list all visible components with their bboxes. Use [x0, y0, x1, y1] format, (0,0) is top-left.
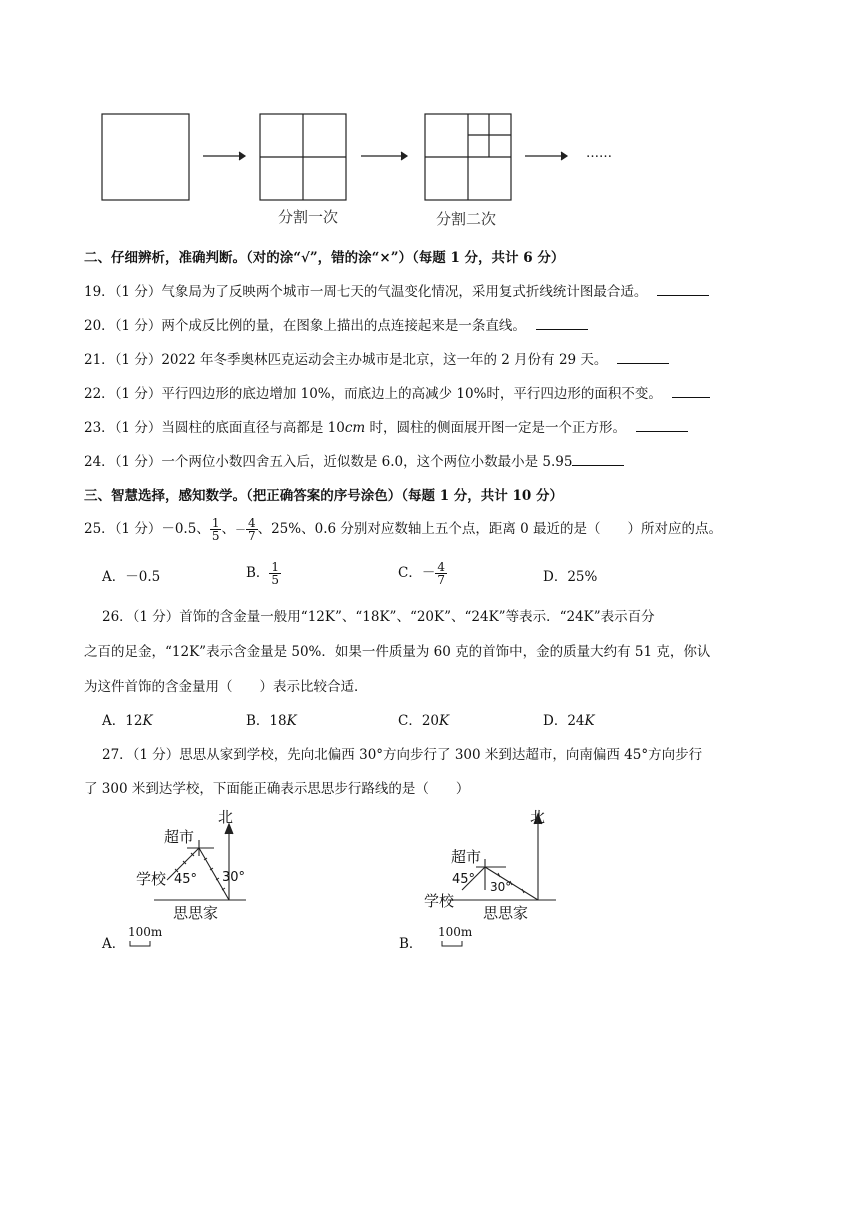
q27-option-a-label: A．	[102, 936, 126, 952]
q26-option-a[interactable]	[102, 709, 153, 729]
q19-text: 气象局为了反映两个城市一周七天的气温变化情况，采用复式折线统计图最合适。	[161, 284, 648, 300]
q25-optb-numerator: 1	[271, 560, 280, 574]
question-23	[84, 416, 688, 436]
q21-answer-blank[interactable]	[617, 362, 669, 364]
label-split-once: 分割一次	[278, 208, 339, 226]
q25-neg: －	[234, 523, 246, 536]
diagram-b-north-label: 北	[530, 808, 546, 826]
q21-number: 21．	[84, 352, 115, 368]
q20-number: 20．	[84, 318, 115, 334]
q23-text-b: 时，圆柱的侧面展开图一定是一个正方形。	[365, 420, 626, 436]
q27-line-2: 了 300 米到达学校，下面能正确表示思思步行路线的是（ ）	[84, 781, 470, 797]
q25-optc-denominator: 7	[437, 573, 445, 587]
question-20	[84, 314, 588, 334]
q23-number: 23．	[84, 420, 115, 436]
diagram-b-angle-45: 45°	[452, 872, 476, 887]
q26-option-d-label: D．24	[543, 713, 585, 729]
q26-line-2: 之百的足金，“12K”表示含金量是 50%．如果一件质量为 60 克的首饰中，金的质量大约有 51 克，你认	[84, 644, 711, 660]
q25-points: （1 分）	[114, 521, 162, 537]
q25-option-a[interactable]	[102, 565, 160, 585]
q23-text-a: 当圆柱的底面直径与高都是 10	[161, 420, 345, 436]
q24-number: 24．	[84, 454, 115, 470]
square-original	[102, 114, 189, 200]
q26-option-b-label: B．18	[246, 713, 287, 729]
section-2-title: 二、仔细辨析，准确判断。（对的涂“√”，错的涂“×”）（每题 1 分，共计 6 分）	[84, 250, 565, 266]
q25-part2: 、25%、0.6 分别对应数轴上五个点，距离 0 最近的是（ ）所对应的点。	[257, 521, 723, 537]
q25-option-a-label: A．－0.5	[102, 569, 161, 585]
q25-optb-denominator: 5	[271, 573, 280, 587]
q19-answer-blank[interactable]	[657, 294, 709, 296]
q25-optc-numerator: 4	[437, 560, 445, 574]
q25-option-d[interactable]	[543, 565, 597, 585]
section-3-title: 三、智慧选择，感知数学。（把正确答案的序号涂色）（每题 1 分，共计 10 分）	[84, 488, 563, 504]
q25-option-d-label: D．25%	[543, 569, 598, 585]
q20-text: 两个成反比例的量，在图象上描出的点连接起来是一条直线。	[161, 318, 526, 334]
q24-points: （1 分）	[114, 454, 162, 470]
question-25	[84, 512, 722, 547]
diagram-b-school-label: 学校	[424, 892, 455, 910]
q25-option-b-fraction	[269, 561, 281, 586]
q21-text: 2022 年冬季奥林匹克运动会主办城市是北京，这一年的 2 月份有 29 天。	[161, 352, 608, 368]
q27-option-a[interactable]	[102, 932, 125, 952]
q24-answer-blank[interactable]	[572, 464, 624, 466]
q26-option-a-label: A．12	[102, 713, 143, 729]
diagram-a-school-label: 学校	[136, 870, 167, 888]
diagram-a-north-label: 北	[218, 808, 234, 826]
diagram-a-angle-45: 45°	[174, 872, 198, 887]
label-split-twice: 分割二次	[436, 210, 497, 228]
q25-fraction-1-5	[210, 517, 222, 542]
q22-answer-blank[interactable]	[672, 396, 710, 398]
q23-points: （1 分）	[114, 420, 162, 436]
diagram-b-home-label: 思思家	[483, 904, 529, 922]
q20-points: （1 分）	[114, 318, 162, 334]
q25-option-c-label: C．－	[398, 565, 436, 581]
diagram-a-scale-label: 100m	[128, 925, 163, 939]
q27-line-1: 27．（1 分）思思从家到学校，先向北偏西 30°方向步行了 300 米到达超市，向南偏西 45°方向步行	[102, 747, 703, 763]
question-24	[84, 450, 624, 470]
q25-frac1-numerator: 1	[211, 516, 220, 530]
question-19	[84, 280, 709, 300]
q25-option-c-fraction	[435, 561, 447, 586]
q26-option-b-unit: K	[286, 713, 297, 729]
q25-fraction-4-7	[246, 517, 258, 542]
diagram-a-home-label: 思思家	[173, 904, 219, 922]
q26-option-c-unit: K	[439, 713, 450, 729]
q25-part1: －0.5、	[161, 521, 210, 537]
diagram-b-market-label: 超市	[451, 848, 482, 866]
q26-option-a-unit: K	[142, 713, 153, 729]
q27-option-b-label: B．	[399, 936, 423, 952]
question-21	[84, 348, 669, 368]
q25-option-c[interactable]	[398, 556, 447, 590]
q27-option-b[interactable]	[399, 932, 422, 952]
q19-number: 19．	[84, 284, 115, 300]
q24-text: 一个两位小数四舍五入后，近似数是 6.0，这个两位小数最小是 5.95	[161, 454, 573, 470]
q22-points: （1 分）	[114, 386, 162, 402]
diagram-b-angle-30: 30°	[490, 880, 512, 894]
q25-frac2-denominator: 7	[247, 529, 256, 543]
q26-line-3: 为这件首饰的含金量用（ ）表示比较合适．	[84, 679, 368, 695]
question-22	[84, 382, 710, 402]
q26-option-b[interactable]	[246, 709, 297, 729]
q26-option-c[interactable]	[398, 709, 449, 729]
q22-text: 平行四边形的底边增加 10%，而底边上的高减少 10%时，平行四边形的面积不变。	[161, 386, 662, 402]
q25-frac2-numerator: 4	[247, 516, 256, 530]
q19-points: （1 分）	[114, 284, 162, 300]
q23-answer-blank[interactable]	[636, 430, 688, 432]
q20-answer-blank[interactable]	[536, 328, 588, 330]
q26-option-c-label: C．20	[398, 713, 440, 729]
q21-points: （1 分）	[114, 352, 162, 368]
q26-option-d-unit: K	[584, 713, 595, 729]
diagram-b-scale-label: 100m	[438, 925, 473, 939]
diagram-b-scale-bar	[441, 940, 465, 948]
q22-number: 22．	[84, 386, 115, 402]
q25-sep: 、	[221, 521, 235, 537]
q23-unit: cm	[344, 420, 366, 436]
q25-frac1-denominator: 5	[211, 529, 220, 543]
diagram-a-scale-bar	[129, 940, 153, 948]
subdivision-figure	[95, 108, 635, 233]
diagram-a-market-label: 超市	[164, 828, 195, 846]
diagram-a-angle-30: 30°	[222, 870, 246, 885]
q25-number: 25．	[84, 521, 115, 537]
q26-line-1: 26．（1 分）首饰的含金量一般用“12K”、“18K”、“20K”、“24K”等表示．“24K”表示百分	[102, 609, 655, 625]
q26-option-d[interactable]	[543, 709, 595, 729]
q25-option-b[interactable]	[246, 556, 281, 590]
ellipsis-text: ……	[586, 146, 612, 161]
q25-option-b-label: B．	[246, 565, 270, 581]
